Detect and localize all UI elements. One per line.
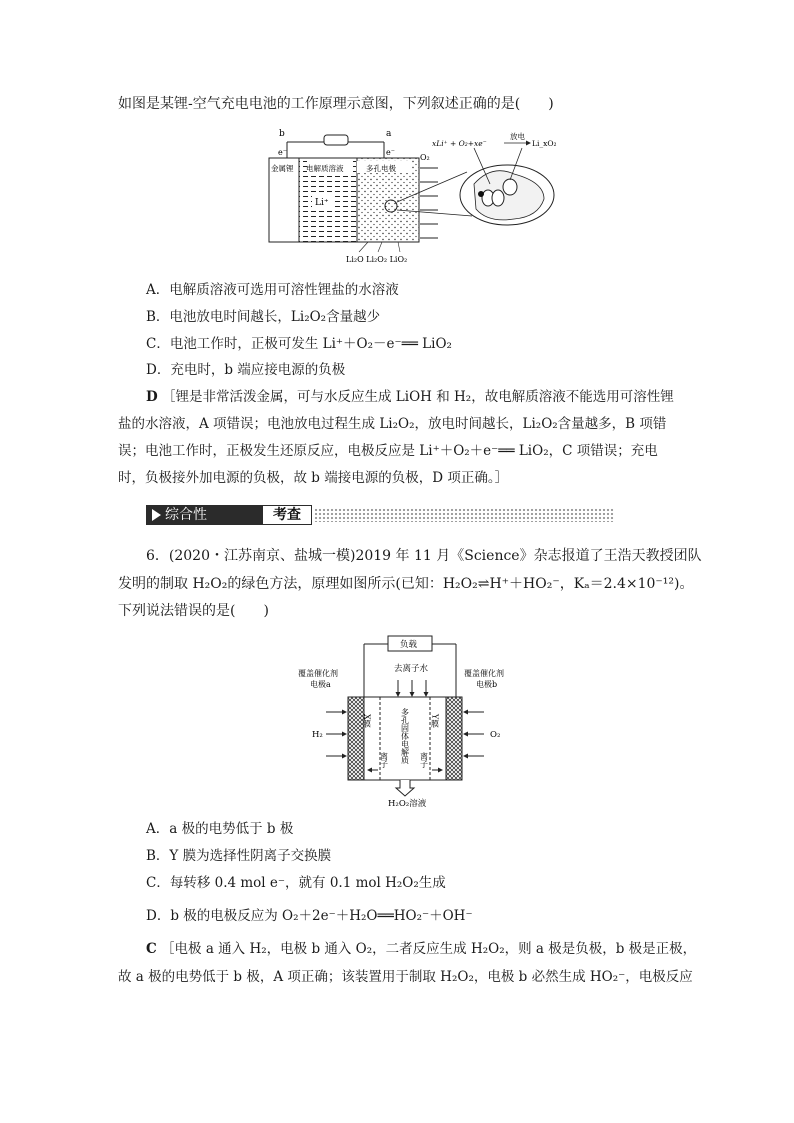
label-h2: H₂	[312, 730, 323, 740]
label-right-electrode-1: 覆盖催化剂	[464, 669, 504, 678]
banner-left: 综合性	[146, 505, 262, 525]
label-ion-left: 离子	[379, 752, 389, 768]
li-air-battery-figure	[262, 124, 562, 268]
q6-answer-line-1: C ［电极 a 通入 H₂，电极 b 通入 O₂，二者反应生成 H₂O₂，则 a 极是负极，b 极是正极，	[146, 941, 697, 957]
label-x-membrane: X膜	[362, 714, 372, 728]
label-li-ion: Li⁺	[315, 198, 329, 208]
label-left-electrode-2: 电极a	[310, 680, 331, 689]
label-b: b	[279, 129, 285, 139]
section-banner	[146, 505, 476, 527]
label-load: 负载	[400, 640, 418, 650]
q5-answer-line-2: 盐的水溶液，A 项错误；电池放电过程生成 Li₂O₂，放电时间越长，Li₂O₂含量越多，B 项错	[118, 416, 667, 432]
q5-option-d: D．充电时，b 端应接电源的负极	[146, 362, 346, 378]
q6-option-c: C．每转移 0.4 mol e⁻，就有 0.1 mol H₂O₂生成	[146, 875, 446, 891]
label-ion-right: 离子	[419, 752, 429, 768]
label-o2: O₂	[420, 153, 430, 162]
label-discharge: 放电	[510, 132, 525, 141]
label-left-electrode-1: 覆盖催化剂	[298, 669, 338, 678]
q5-answer-line-4: 时，负极接外加电源的负极，故 b 端接电源的负极，D 项正确。］	[118, 470, 509, 486]
q6-answer-letter: C	[146, 941, 157, 957]
q6-answer-line-2: 故 a 极的电势低于 b 极，A 项正确；该装置用于制取 H₂O₂，电极 b 必然生成 HO₂⁻，电极反应	[118, 969, 693, 985]
label-y-membrane: Y膜	[430, 714, 440, 728]
q5-answer-line-3: 误；电池工作时，正极发生还原反应，电极反应是 Li⁺＋O₂＋e⁻══ LiO₂，C 项错误；充电	[118, 443, 658, 459]
q6-stem-line-3: 下列说法错误的是( )	[118, 603, 269, 619]
q6-option-a: A．a 极的电势低于 b 极	[146, 821, 294, 837]
q6-stem-line-1: 6．(2020・江苏南京、盐城一模)2019 年 11 月《Science》杂志报道了王浩天教授团队	[146, 548, 702, 564]
label-o2: O₂	[490, 730, 501, 740]
label-e-left: e⁻	[278, 148, 287, 157]
label-bottom: Li₂O Li₂O₂ LiO₂	[346, 255, 408, 264]
label-reaction: xLi⁺ + O₂+xe⁻	[432, 139, 487, 148]
label-output: H₂O₂溶液	[388, 799, 427, 809]
label-electrolyte: 电解质溶液	[306, 164, 344, 173]
label-product: Li_xO₂	[532, 139, 557, 148]
q6-option-d: D．b 极的电极反应为 O₂＋2e⁻＋H₂O══HO₂⁻＋OH⁻	[146, 908, 473, 924]
load-icon	[324, 135, 348, 145]
label-e-right: e⁻	[386, 148, 395, 157]
h2o2-cell-figure	[296, 634, 516, 809]
play-icon	[152, 509, 161, 521]
q5-answer-letter: D	[146, 389, 158, 405]
label-a: a	[386, 129, 392, 139]
label-center: 多孔固体电解质	[400, 708, 410, 764]
q5-option-a: A．电解质溶液可选用可溶性锂盐的水溶液	[146, 282, 399, 298]
q6-option-b: B．Y 膜为选择性阴离子交换膜	[146, 848, 332, 864]
label-water: 去离子水	[394, 664, 429, 674]
banner-right: 考查	[262, 505, 312, 525]
q5-option-c: C．电池工作时，正极可发生 Li⁺＋O₂－e⁻══ LiO₂	[146, 336, 452, 352]
q6-stem-line-2: 发明的制取 H₂O₂的绿色方法，原理如图所示(已知：H₂O₂⇌H⁺＋HO₂⁻，Kₐ＝2.4×10⁻¹²)。	[118, 576, 694, 592]
banner-dots	[314, 508, 614, 522]
label-porous: 多孔电极	[366, 164, 396, 173]
label-right-electrode-2: 电极b	[476, 680, 498, 689]
q5-stem: 如图是某锂-空气充电电池的工作原理示意图，下列叙述正确的是( )	[118, 96, 554, 112]
label-metal-li: 金属锂	[271, 164, 294, 173]
q5-answer-line-1: D ［锂是非常活泼金属，可与水反应生成 LiOH 和 H₂，故电解质溶液不能选用可溶性锂	[146, 389, 674, 405]
q5-option-b: B．电池放电时间越长，Li₂O₂含量越少	[146, 309, 381, 325]
